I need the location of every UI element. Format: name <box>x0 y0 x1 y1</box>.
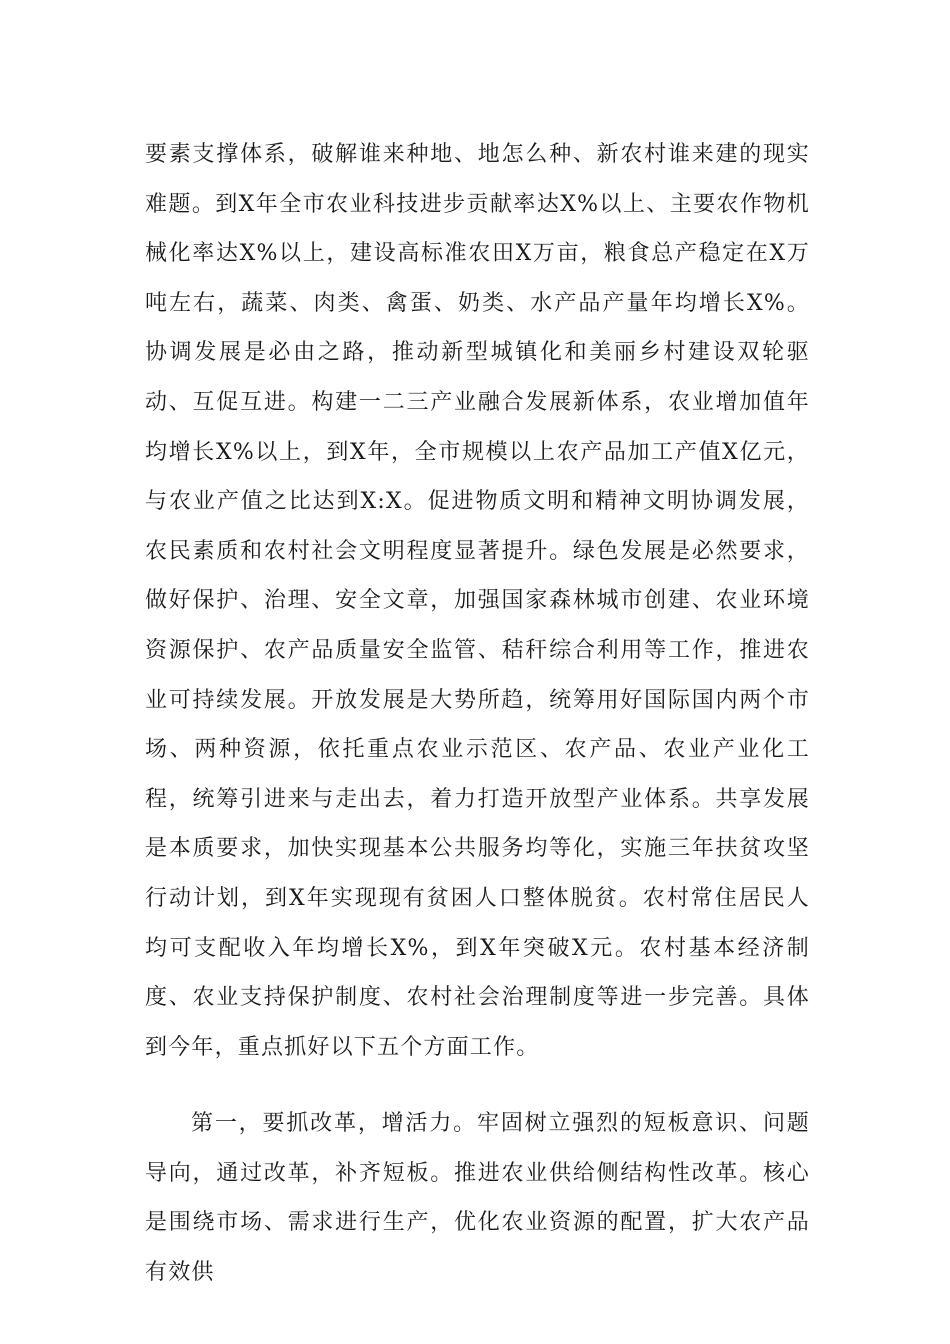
body-paragraph-first-point: 第一，要抓改革，增活力。牢固树立强烈的短板意识、问题导向，通过改革，补齐短板。推进农业供给侧结构性改革。核心是围绕市场、需求进行生产，优化农业资源的配置，扩大农产品有效供 <box>145 1111 810 1286</box>
body-paragraph-continued: 要素支撑体系，破解谁来种地、地怎么种、新农村谁来建的现实难题。到X年全市农业科技进步贡献率达X%以上、主要农作物机械化率达X%以上，建设高标准农田X万亩，粮食总产稳定在X万吨左右，蔬菜、肉类、禽蛋、奶类、水产品产量年均增长X%。协调发展是必由之路，推动新型城镇化和美丽乡村建设双轮驱动、互促互进。构建一二三产业融合发展新体系，农业增加值年均增长X%以上，到X年，全市规模以上农产品加工产值X亿元，与农业产值之比达到X:X。促进物质文明和精神文明协调发展，农民素质和农村社会文明程度显著提升。绿色发展是必然要求，做好保护、治理、安全文章，加强国家森林城市创建、农业环境资源保护、农产品质量安全监管、秸秆综合利用等工作，推进农业可持续发展。开放发展是大势所趋，统筹用好国际国内两个市场、两种资源，依托重点农业示范区、农产品、农业产业化工程，统筹引进来与走出去，着力打造开放型产业体系。共享发展是本质要求，加快实现基本公共服务均等化，实施三年扶贫攻坚行动计划，到X年实现现有贫困人口整体脱贫。农村常住居民人均可支配收入年均增长X%，到X年突破X元。农村基本经济制度、农业支持保护制度、农村社会治理制度等进一步完善。具体到今年，重点抓好以下五个方面工作。 <box>145 142 810 1060</box>
document-page <box>145 130 810 1298</box>
